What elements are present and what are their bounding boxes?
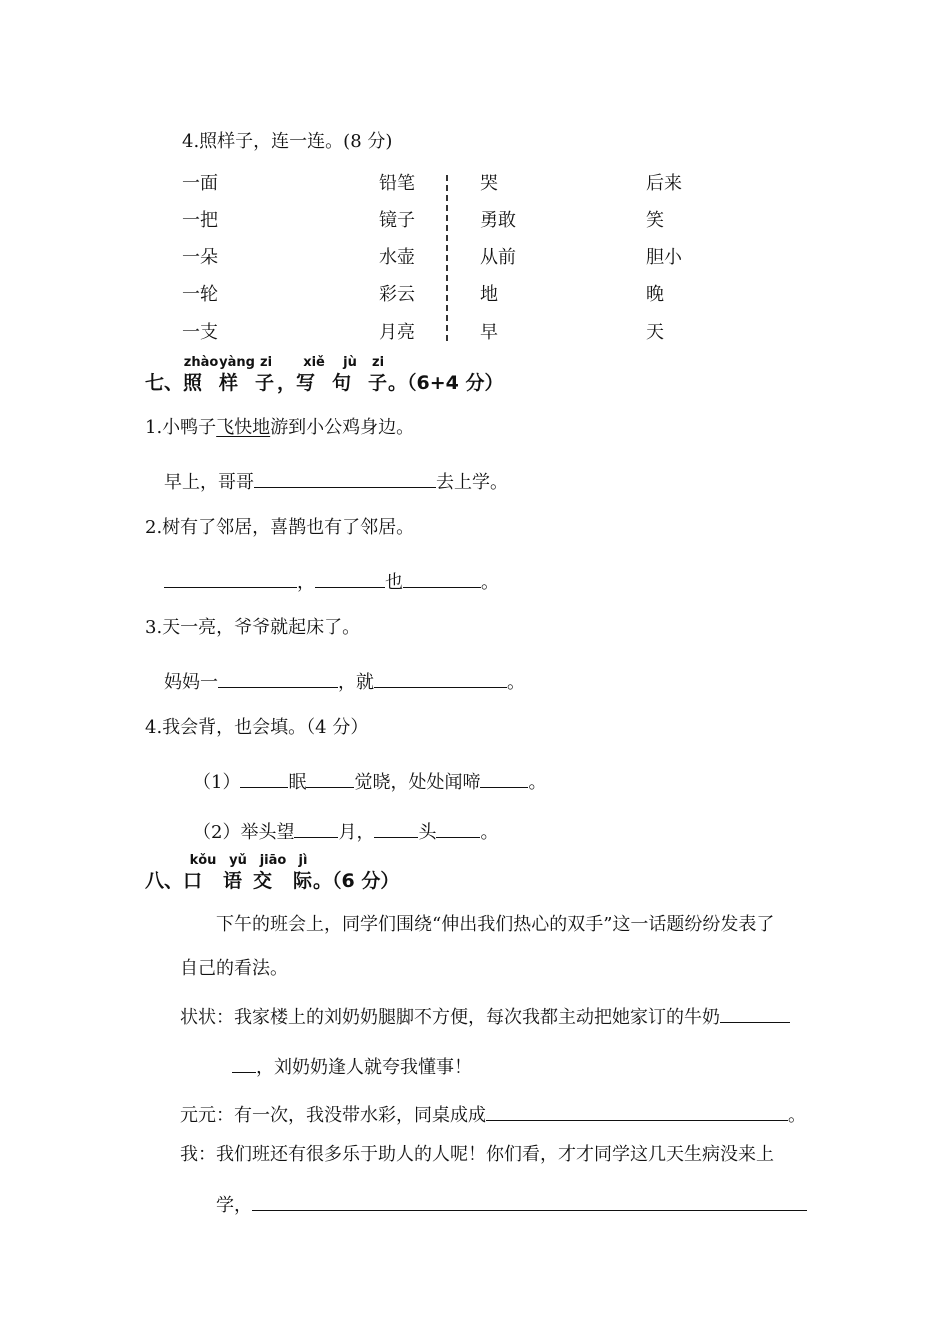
col2-item: 铅笔	[379, 173, 415, 194]
s8-yuanyuan-line: 元元：有一次，我没带水彩，同桌成成 。	[180, 1102, 806, 1125]
s7-q2-answer: ， 也 。	[164, 569, 499, 592]
answer-blank[interactable]	[374, 819, 418, 838]
section8-heading	[145, 853, 400, 892]
col4-item: 晚	[646, 284, 664, 305]
s7-q2: 2.树有了邻居，喜鹊也有了邻居。	[145, 517, 415, 538]
col3-item: 地	[480, 284, 498, 305]
col1-item: 一支	[182, 322, 218, 343]
answer-blank[interactable]	[240, 769, 288, 788]
col1-item: 一面	[182, 173, 218, 194]
poem-line-1: （1） 眠 觉晓，处处闻啼 。	[193, 769, 546, 792]
answer-blank[interactable]	[374, 669, 507, 688]
ruby-char: zi 子	[255, 355, 275, 394]
section7-heading	[145, 355, 504, 394]
col4-item: 后来	[646, 173, 682, 194]
s8-zhuangzhuang-line2: ，刘奶奶逢人就夸我懂事！	[232, 1054, 472, 1077]
answer-blank[interactable]	[480, 769, 528, 788]
ruby-char: jù 句	[332, 355, 357, 394]
ruby-char: zi 子	[368, 355, 388, 394]
answer-blank[interactable]	[436, 819, 480, 838]
answer-blank[interactable]	[403, 569, 481, 588]
s8-intro-line1: 下午的班会上，同学们围绕“伸出我们热心的双手”这一话题纷纷发表了	[216, 914, 775, 935]
col1-item: 一朵	[182, 247, 218, 268]
col4-item: 天	[646, 322, 664, 343]
col4-item: 笑	[646, 210, 664, 231]
ruby-char: yǔ 语	[223, 853, 247, 892]
q4-title: 4.照样子，连一连。(8 分)	[182, 131, 393, 152]
section8-suffix: 。（6 分）	[313, 870, 400, 892]
underlined-phrase: 飞快地	[216, 417, 271, 438]
s7-q3: 3.天一亮，爷爷就起床了。	[145, 617, 361, 638]
ruby-char: jì 际	[293, 853, 313, 892]
s7-q3-answer: 妈妈一 ，就 。	[164, 669, 525, 692]
s8-me-line1: 我：我们班还有很多乐于助人的人呢！你们看，才才同学这几天生病没来上	[180, 1144, 774, 1165]
answer-blank[interactable]	[218, 669, 338, 688]
col4-item: 胆小	[646, 247, 682, 268]
comma: ，	[277, 372, 297, 394]
s8-intro-line2: 自己的看法。	[180, 958, 288, 979]
answer-blank[interactable]	[254, 469, 436, 488]
ruby-char: xiě 写	[296, 355, 325, 394]
dashed-divider	[446, 175, 448, 341]
col1-item: 一轮	[182, 284, 218, 305]
col2-item: 水壶	[379, 247, 415, 268]
s7-q1: 1.小鸭子飞快地游到小公鸡身边。	[145, 417, 415, 438]
answer-blank[interactable]	[252, 1192, 807, 1211]
section8-prefix: 八、	[145, 870, 184, 892]
col2-item: 月亮	[379, 322, 415, 343]
s8-zhuangzhuang-line1: 状状：我家楼上的刘奶奶腿脚不方便，每次我都主动把她家订的牛奶	[180, 1004, 790, 1027]
ruby-char: jiāo 交	[253, 853, 287, 892]
answer-blank[interactable]	[164, 569, 297, 588]
s7-q1-answer: 早上，哥哥 去上学。	[164, 469, 508, 492]
col1-item: 一把	[182, 210, 218, 231]
s8-me-line2: 学，	[216, 1192, 807, 1215]
col3-item: 早	[480, 322, 498, 343]
s7-q4: 4.我会背，也会填。（4 分）	[145, 717, 369, 738]
col3-item: 从前	[480, 247, 516, 268]
poem-line-2: （2）举头望 月， 头 。	[193, 819, 498, 842]
answer-blank[interactable]	[720, 1004, 790, 1023]
col2-item: 彩云	[379, 284, 415, 305]
section7-suffix: 。（6+4 分）	[388, 372, 504, 394]
ruby-char: zhào 照	[183, 355, 219, 394]
section7-prefix: 七、	[145, 372, 184, 394]
ruby-char: kǒu 口	[183, 853, 217, 892]
ruby-char: yàng 样	[219, 355, 255, 394]
answer-blank[interactable]	[306, 769, 354, 788]
answer-blank[interactable]	[315, 569, 385, 588]
answer-blank[interactable]	[294, 819, 338, 838]
answer-blank[interactable]	[232, 1054, 256, 1073]
col2-item: 镜子	[379, 210, 415, 231]
col3-item: 勇敢	[480, 210, 516, 231]
answer-blank[interactable]	[486, 1102, 788, 1121]
col3-item: 哭	[480, 173, 498, 194]
